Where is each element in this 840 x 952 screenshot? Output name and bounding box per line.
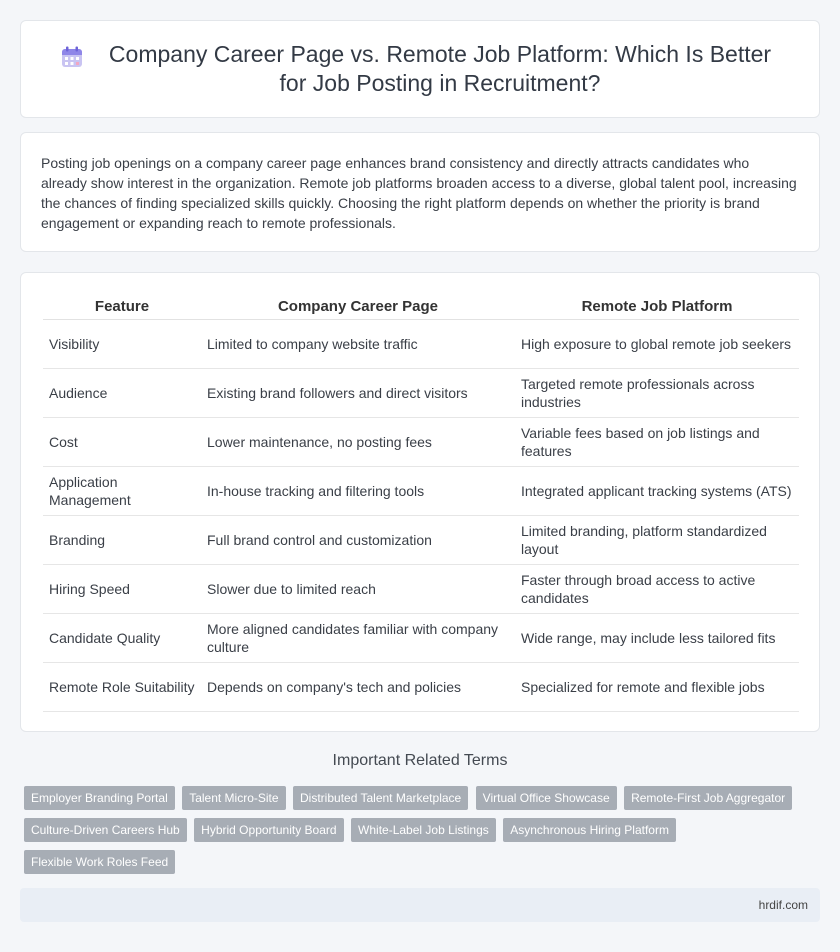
remote-platform-cell: Faster through broad access to active candidates (515, 564, 799, 613)
remote-platform-cell: Integrated applicant tracking systems (ATS) (515, 466, 799, 515)
career-page-cell: In-house tracking and filtering tools (201, 466, 515, 515)
table-row (43, 319, 799, 368)
column-header-feature: Feature (43, 297, 201, 319)
related-term-tag[interactable]: Hybrid Opportunity Board (194, 818, 343, 842)
title-card (20, 20, 820, 118)
table-row (43, 466, 799, 515)
related-term-tag[interactable]: Remote-First Job Aggregator (624, 786, 792, 810)
feature-cell: Audience (43, 368, 201, 417)
intro-card (20, 132, 820, 252)
feature-cell: Candidate Quality (43, 613, 201, 662)
related-terms-heading: Important Related Terms (332, 752, 508, 769)
table-row (43, 564, 799, 613)
career-page-cell: More aligned candidates familiar with company culture (201, 613, 515, 662)
career-page-cell: Depends on company's tech and policies (201, 662, 515, 711)
related-term-tag[interactable]: White-Label Job Listings (351, 818, 496, 842)
career-page-cell: Lower maintenance, no posting fees (201, 417, 515, 466)
feature-cell: Hiring Speed (43, 564, 201, 613)
related-term-tag[interactable]: Asynchronous Hiring Platform (503, 818, 676, 842)
career-page-cell: Full brand control and customization (201, 515, 515, 564)
footer (20, 888, 820, 922)
related-term-tag[interactable]: Talent Micro-Site (182, 786, 285, 810)
table-row (43, 662, 799, 711)
comparison-card (20, 272, 820, 732)
remote-platform-cell: Wide range, may include less tailored fits (515, 613, 799, 662)
page-title: Company Career Page vs. Remote Job Platform: Which Is Better for Job Posting in Recruitment? (108, 41, 772, 96)
remote-platform-cell: Targeted remote professionals across industries (515, 368, 799, 417)
related-term-tag[interactable]: Virtual Office Showcase (476, 786, 617, 810)
footer-site-link[interactable]: hrdif.com (758, 898, 808, 912)
comparison-table (43, 297, 799, 712)
remote-platform-cell: Limited branding, platform standardized layout (515, 515, 799, 564)
table-row (43, 368, 799, 417)
table-row (43, 613, 799, 662)
feature-cell: Visibility (43, 319, 201, 368)
column-header-career-page: Company Career Page (201, 297, 515, 319)
related-term-tag[interactable]: Distributed Talent Marketplace (293, 786, 468, 810)
remote-platform-cell: Specialized for remote and flexible jobs (515, 662, 799, 711)
table-header-row (43, 297, 799, 319)
calendar-icon (61, 46, 83, 68)
title-wrap (21, 40, 819, 98)
intro-paragraph: Posting job openings on a company career page enhances brand consistency and directly attracts candidates who already show interest in the organization. Remote job platforms broaden access to a diverse, global talent pool, increasing the chances of finding specialized skills quickly. Choosing the right platform depends on whether the priority is brand engagement or expanding reach to remote professionals. (41, 155, 797, 231)
feature-cell: Application Management (43, 466, 201, 515)
feature-cell: Cost (43, 417, 201, 466)
feature-cell: Remote Role Suitability (43, 662, 201, 711)
related-terms-list (24, 786, 824, 882)
feature-cell: Branding (43, 515, 201, 564)
table-row (43, 515, 799, 564)
career-page-cell: Existing brand followers and direct visitors (201, 368, 515, 417)
career-page-cell: Limited to company website traffic (201, 319, 515, 368)
related-term-tag[interactable]: Employer Branding Portal (24, 786, 175, 810)
related-term-tag[interactable]: Flexible Work Roles Feed (24, 850, 175, 874)
column-header-remote-platform: Remote Job Platform (515, 297, 799, 319)
related-term-tag[interactable]: Culture-Driven Careers Hub (24, 818, 187, 842)
remote-platform-cell: Variable fees based on job listings and features (515, 417, 799, 466)
table-row (43, 417, 799, 466)
remote-platform-cell: High exposure to global remote job seekers (515, 319, 799, 368)
career-page-cell: Slower due to limited reach (201, 564, 515, 613)
